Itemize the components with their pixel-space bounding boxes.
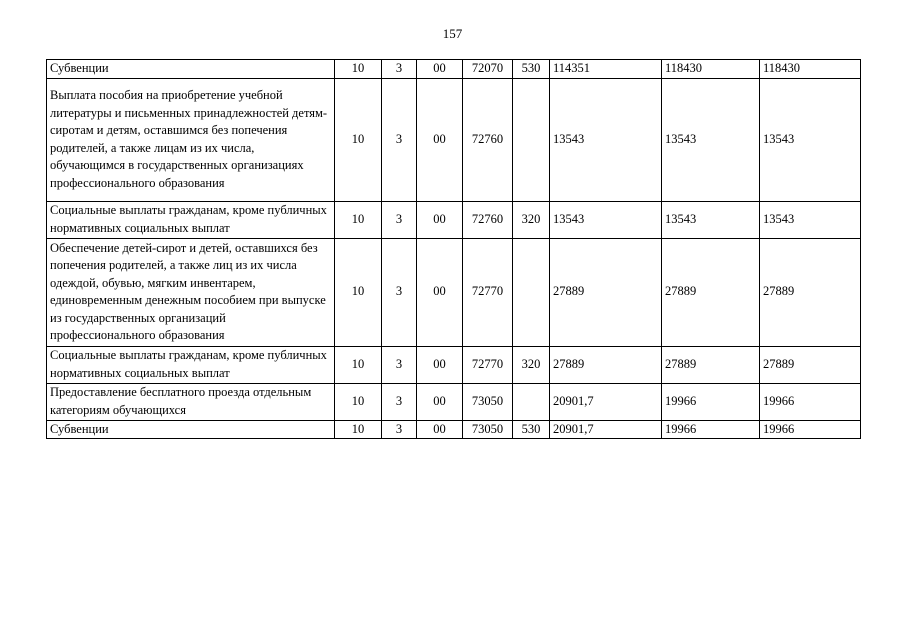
- expense-type-code: [513, 238, 550, 346]
- section-code: 10: [335, 346, 382, 383]
- amount-2: 27889: [662, 238, 760, 346]
- amount-3: 13543: [760, 201, 861, 238]
- subsection-code: 3: [382, 201, 417, 238]
- amount-3: 19966: [760, 383, 861, 420]
- amount-3: 118430: [760, 60, 861, 79]
- amount-1: 20901,7: [550, 383, 662, 420]
- subsection-code: 3: [382, 346, 417, 383]
- budget-table: [46, 59, 861, 439]
- target-code: 72070: [463, 60, 513, 79]
- amount-3: 13543: [760, 78, 861, 201]
- program-code: 00: [417, 60, 463, 79]
- amount-1: 13543: [550, 78, 662, 201]
- amount-2: 118430: [662, 60, 760, 79]
- subsection-code: 3: [382, 60, 417, 79]
- table-row: [47, 238, 861, 346]
- table-row: [47, 346, 861, 383]
- expense-type-code: [513, 383, 550, 420]
- amount-1: 13543: [550, 201, 662, 238]
- table-row: [47, 420, 861, 439]
- expense-type-code: [513, 78, 550, 201]
- expense-type-code: 530: [513, 420, 550, 439]
- table-row: [47, 201, 861, 238]
- program-code: 00: [417, 346, 463, 383]
- section-code: 10: [335, 383, 382, 420]
- row-description: Социальные выплаты гражданам, кроме публичных нормативных социальных выплат: [47, 346, 335, 383]
- amount-1: 27889: [550, 346, 662, 383]
- amount-2: 19966: [662, 420, 760, 439]
- program-code: 00: [417, 78, 463, 201]
- target-code: 73050: [463, 420, 513, 439]
- amount-1: 114351: [550, 60, 662, 79]
- amount-3: 27889: [760, 346, 861, 383]
- program-code: 00: [417, 238, 463, 346]
- row-description: Предоставление бесплатного проезда отдельным категориям обучающихся: [47, 383, 335, 420]
- subsection-code: 3: [382, 78, 417, 201]
- row-description: Социальные выплаты гражданам, кроме публичных нормативных социальных выплат: [47, 201, 335, 238]
- expense-type-code: 320: [513, 346, 550, 383]
- page-number: 157: [442, 26, 463, 41]
- amount-2: 13543: [662, 201, 760, 238]
- table-row: [47, 78, 861, 201]
- amount-2: 13543: [662, 78, 760, 201]
- subsection-code: 3: [382, 238, 417, 346]
- table-row: [47, 383, 861, 420]
- amount-1: 20901,7: [550, 420, 662, 439]
- subsection-code: 3: [382, 383, 417, 420]
- target-code: 72760: [463, 201, 513, 238]
- section-code: 10: [335, 201, 382, 238]
- amount-2: 27889: [662, 346, 760, 383]
- amount-3: 19966: [760, 420, 861, 439]
- target-code: 72770: [463, 238, 513, 346]
- section-code: 10: [335, 60, 382, 79]
- target-code: 72770: [463, 346, 513, 383]
- program-code: 00: [417, 420, 463, 439]
- row-description: Субвенции: [47, 420, 335, 439]
- expense-type-code: 530: [513, 60, 550, 79]
- amount-3: 27889: [760, 238, 861, 346]
- row-description: Обеспечение детей-сирот и детей, оставшихся без попечения родителей, а также лиц из их числа одеждой, обувью, мягким инвентарем, единовременным денежным пособием при выпуске из государственных организаций профессионального образования: [47, 238, 335, 346]
- row-description: Выплата пособия на приобретение учебной литературы и письменных принадлежностей детям-сиротам и детям, оставшимся без попечения родителей, а также лицам из их числа, обучающимся в государственных организациях профессионального образования: [47, 78, 335, 201]
- target-code: 72760: [463, 78, 513, 201]
- row-description: Субвенции: [47, 60, 335, 79]
- program-code: 00: [417, 383, 463, 420]
- section-code: 10: [335, 78, 382, 201]
- subsection-code: 3: [382, 420, 417, 439]
- section-code: 10: [335, 238, 382, 346]
- expense-type-code: 320: [513, 201, 550, 238]
- amount-1: 27889: [550, 238, 662, 346]
- target-code: 73050: [463, 383, 513, 420]
- amount-2: 19966: [662, 383, 760, 420]
- program-code: 00: [417, 201, 463, 238]
- table-row: [47, 60, 861, 79]
- section-code: 10: [335, 420, 382, 439]
